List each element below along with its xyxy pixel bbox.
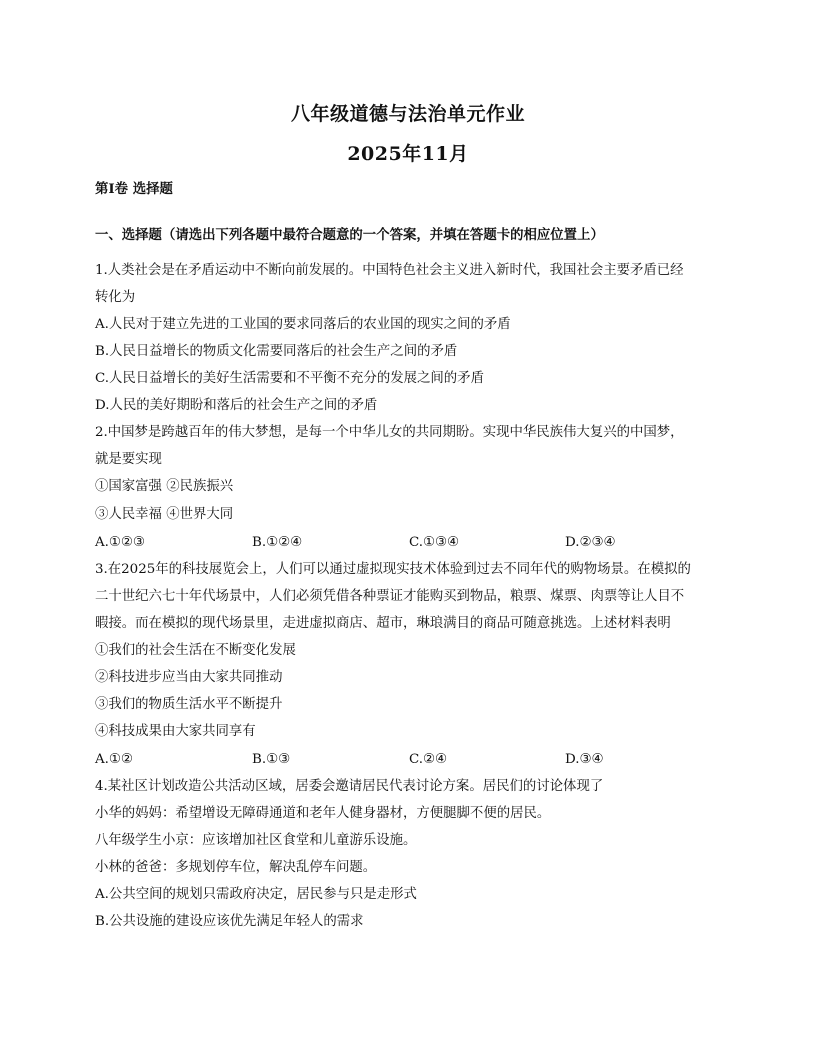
document-date: 2025年11月 bbox=[347, 143, 469, 165]
q3-option-b: B.①③ bbox=[252, 752, 291, 767]
q2-item-line: ③人民幸福 ④世界大同 bbox=[95, 507, 234, 522]
section-label: 第Ⅰ卷 选择题 bbox=[95, 181, 173, 197]
q3-item-line: ②科技进步应当由大家共同推动 bbox=[95, 670, 283, 685]
q4-quote-line: 小华的妈妈：希望增设无障碍通道和老年人健身器材，方便腿脚不便的居民。 bbox=[95, 806, 551, 821]
q2-item-line: ①国家富强 ②民族振兴 bbox=[95, 479, 234, 494]
q3-item-line: ④科技成果由大家共同享有 bbox=[95, 724, 256, 739]
q3-stem-line: 暇接。而在模拟的现代场景里，走进虚拟商店、超市，琳琅满目的商品可随意挑选。上述材料表明 bbox=[95, 616, 671, 631]
q4-option-a: A.公共空间的规划只需政府决定，居民参与只是走形式 bbox=[95, 887, 417, 902]
q4-quote-line: 小林的爸爸：多规划停车位，解决乱停车问题。 bbox=[95, 860, 377, 875]
q1-stem-line: 转化为 bbox=[95, 290, 136, 305]
part-heading: 一、选择题（请选出下列各题中最符合题意的一个答案，并填在答题卡的相应位置上） bbox=[95, 227, 604, 243]
q1-option-b: B.人民日益增长的物质文化需要同落后的社会生产之间的矛盾 bbox=[95, 344, 458, 359]
q2-stem-line: 2.中国梦是跨越百年的伟大梦想，是每一个中华儿女的共同期盼。实现中华民族伟大复兴的中国梦， bbox=[95, 425, 684, 440]
q3-option-c: C.②④ bbox=[409, 752, 448, 767]
q1-option-c: C.人民日益增长的美好生活需要和不平衡不充分的发展之间的矛盾 bbox=[95, 371, 484, 386]
q4-option-b: B.公共设施的建设应该优先满足年轻人的需求 bbox=[95, 914, 364, 929]
q3-option-a: A.①② bbox=[95, 752, 133, 767]
q2-option-c: C.①③④ bbox=[409, 535, 460, 550]
q1-option-a: A.人民对于建立先进的工业国的要求同落后的农业国的现实之间的矛盾 bbox=[95, 317, 511, 332]
q2-option-b: B.①②④ bbox=[252, 535, 303, 550]
q3-option-d: D.③④ bbox=[565, 752, 604, 767]
q3-item-line: ①我们的社会生活在不断变化发展 bbox=[95, 643, 296, 658]
q2-option-a: A.①②③ bbox=[95, 535, 145, 550]
q4-quote-line: 八年级学生小京：应该增加社区食堂和儿童游乐设施。 bbox=[95, 833, 417, 848]
q4-stem-line: 4.某社区计划改造公共活动区域，居委会邀请居民代表讨论方案。居民们的讨论体现了 bbox=[95, 779, 604, 794]
q1-stem-line: 1.人类社会是在矛盾运动中不断向前发展的。中国特色社会主义进入新时代，我国社会主要矛盾已经 bbox=[95, 263, 684, 278]
q3-stem-line: 3.在2025年的科技展览会上，人们可以通过虚拟现实技术体验到过去不同年代的购物场景。在模拟的 bbox=[95, 562, 691, 577]
q2-stem-line: 就是要实现 bbox=[95, 452, 162, 467]
q3-item-line: ③我们的物质生活水平不断提升 bbox=[95, 697, 283, 712]
q2-option-d: D.②③④ bbox=[565, 535, 616, 550]
q1-option-d: D.人民的美好期盼和落后的社会生产之间的矛盾 bbox=[95, 398, 378, 413]
q3-stem-line: 二十世纪六七十年代场景中，人们必须凭借各种票证才能购买到物品，粮票、煤票、肉票等让人目不 bbox=[95, 589, 685, 604]
document-title: 八年级道德与法治单元作业 bbox=[290, 103, 525, 125]
